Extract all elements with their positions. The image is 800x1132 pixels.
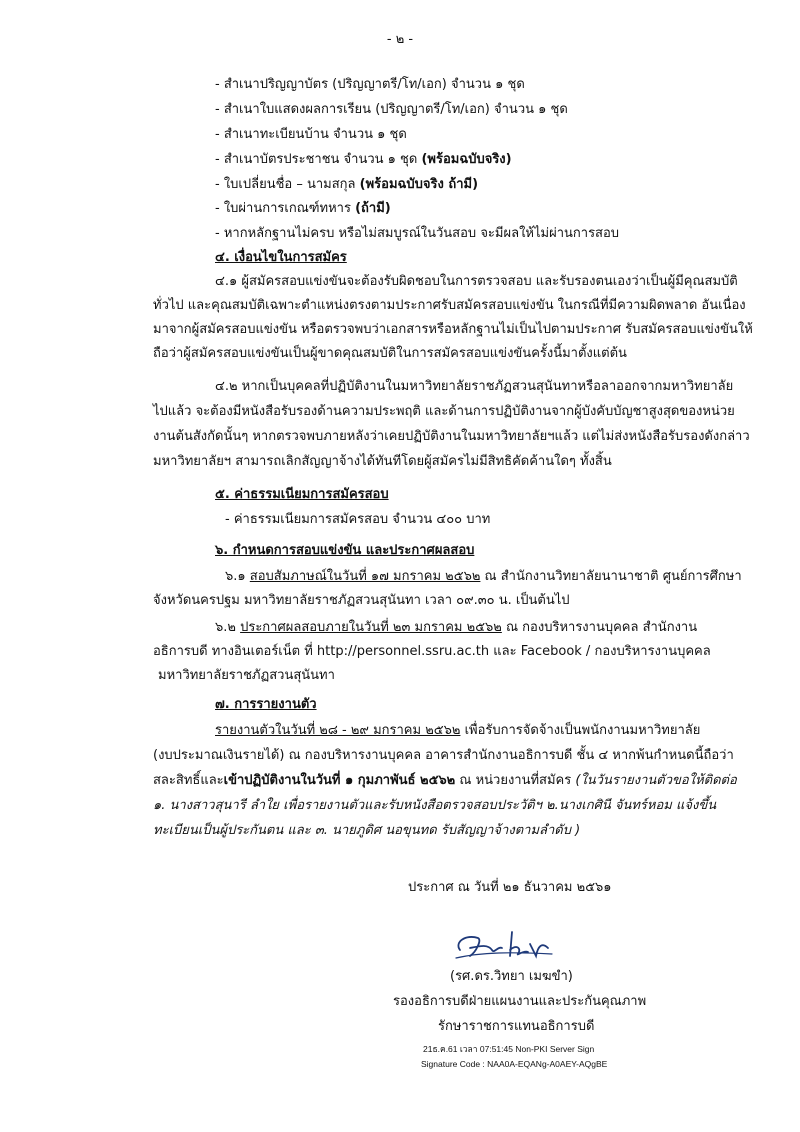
signer-position: รองอธิการบดีฝ่ายแผนงานและประกันคุณภาพ [393,994,647,1009]
section-6-2-line2: อธิการบดี ทางอินเตอร์เน็ต ที่ http://personnel.ssru.ac.th และ Facebook / กองบริหารงานบุคคล [153,644,711,659]
doc-item-name-change-note: (พร้อมฉบับจริง ถ้ามี) [359,177,479,192]
section-7-unit: ณ หน่วยงานที่สมัคร [455,773,576,788]
doc-item-military-text: - ใบผ่านการเกณฑ์ทหาร [215,201,351,216]
signer-acting-position: รักษาราชการแทนอธิการบดี [438,1019,595,1034]
section-4-heading: ๔. เงื่อนไขในการสมัคร [215,250,347,265]
section-4-1-line: ถือว่าผู้สมัครสอบแข่งขันเป็นผู้ขาดคุณสมบัติในการสมัครสอบแข่งขันครั้งนี้มาตั้งแต่ต้น [153,346,627,361]
doc-item-transcript: - สำเนาใบแสดงผลการเรียน (ปริญญาตรี/โท/เอก) จำนวน ๑ ชุด [215,102,568,117]
section-4-1-line: ๔.๑ ผู้สมัครสอบแข่งขันจะต้องรับผิดชอบในการตรวจสอบ และรับรองตนเองว่าเป็นผู้มีคุณสมบัติ [215,274,738,289]
doc-item-house-registration: - สำเนาทะเบียนบ้าน จำนวน ๑ ชุด [215,127,407,142]
section-6-1-location: ณ สำนักงานวิทยาลัยนานาชาติ ศูนย์การศึกษา [480,569,742,584]
section-6-2-line3: มหาวิทยาลัยราชภัฏสวนสุนันทา [158,668,335,683]
signature-code: Signature Code : NAA0A-EQANg-A0AEY-AQgBE [421,1059,608,1069]
section-4-1-line: ทั่วไป และคุณสมบัติเฉพาะตำแหน่งตรงตามประกาศรับสมัครสอบแข่งขัน ในกรณีที่มีความผิดพลาด อันเนื่อง [153,298,746,313]
section-7-line2: (งบประมาณเงินรายได้) ณ กองบริหารงานบุคคล อาคารสำนักงานอธิการบดี ชั้น ๔ หากพ้นกำหนดนี้ถือว่า [153,748,734,763]
doc-item-degree: - สำเนาปริญญาบัตร (ปริญญาตรี/โท/เอก) จำนวน ๑ ชุด [215,77,525,92]
result-announce-date: ประกาศผลสอบภายในวันที่ ๒๓ มกราคม ๒๕๖๒ [240,620,502,635]
doc-item-id-card-text: - สำเนาบัตรประชาชน จำนวน ๑ ชุด [215,152,418,167]
section-4-2-line: ไปแล้ว จะต้องมีหนังสือรับรองด้านความประพฤติ และด้านการปฏิบัติงานจากผู้บังคับบัญชาสูงสุดของหน่วย [153,404,735,419]
report-date: รายงานตัวในวันที่ ๒๘ - ๒๙ มกราคม ๒๕๖๒ [215,723,461,738]
doc-item-military [215,200,391,218]
doc-item-name-change [215,176,478,194]
doc-item-military-note: (ถ้ามี) [355,201,391,216]
section-4-2-line: งานต้นสังกัดนั้นๆ หากตรวจพบภายหลังว่าเคยปฏิบัติงานในมหาวิทยาลัยฯแล้ว แต่ไม่ส่งหนังสือรับรองดังกล่าว [153,429,750,444]
doc-item-id-card [215,151,512,169]
section-4-1-line: มาจากผู้สมัครสอบแข่งขัน หรือตรวจพบว่าเอกสารหรือหลักฐานไม่เป็นไปตามประกาศ รับสมัครสอบแข่งขันให้ [153,322,753,337]
section-5-fee: - ค่าธรรมเนียมการสมัครสอบ จำนวน ๔๐๐ บาท [225,512,491,527]
section-7-line3 [153,772,737,790]
section-7-contact-note: (ในวันรายงานตัวขอให้ติดต่อ [575,773,737,788]
section-6-1-line2: จังหวัดนครปฐม มหาวิทยาลัยราชภัฏสวนสุนันทา เวลา ๐๙.๓๐ น. เป็นต้นไป [153,593,570,608]
section-6-heading: ๖. กำหนดการสอบแข่งขัน และประกาศผลสอบ [215,543,475,558]
announce-date: ประกาศ ณ วันที่ ๒๑ ธันวาคม ๒๕๖๑ [408,880,612,895]
interview-date: สอบสัมภาษณ์ในวันที่ ๑๗ มกราคม ๒๕๖๒ [249,569,481,584]
section-7-heading: ๗. การรายงานตัว [215,697,317,712]
doc-item-id-card-note: (พร้อมฉบับจริง) [421,152,512,167]
section-6-2-line [215,619,697,637]
section-4-2-line: ๔.๒ หากเป็นบุคคลที่ปฏิบัติงานในมหาวิทยาลัยราชภัฏสวนสุนันทาหรือลาออกจากมหาวิทยาลัย [215,379,734,394]
doc-item-incomplete-warning: - หากหลักฐานไม่ครบ หรือไม่สมบูรณ์ในวันสอบ จะมีผลให้ไม่ผ่านการสอบ [215,226,620,241]
signer-name: (รศ.ดร.วิทยา เมฆขำ) [450,969,573,984]
doc-item-name-change-text: - ใบเปลี่ยนชื่อ – นามสกุล [215,177,356,192]
section-7-waive: สละสิทธิ์และ [153,773,224,788]
section-7-line1 [215,722,700,740]
section-6-1-line [225,568,742,586]
section-6-2-number: ๖.๒ [215,620,241,635]
section-6-2-location: ณ กองบริหารงานบุคคล สำนักงาน [501,620,698,635]
section-4-2-line: มหาวิทยาลัยฯ สามารถเลิกสัญญาจ้างได้ทันทีโดยผู้สมัครไม่มีสิทธิคัดค้านใดๆ ทั้งสิ้น [153,454,612,469]
section-7-line4: ๑. นางสาวสุนารี ลำใย เพื่อรายงานตัวและรับหนังสือตรวจสอบประวัติฯ ๒.นางเกศินี จันทร์หอม แจ้งขึ้น [153,798,717,813]
start-work-date: เข้าปฏิบัติงานในวันที่ ๑ กุมภาพันธ์ ๒๕๖๒ [223,773,456,788]
digital-sign-stamp: 21ธ.ค.61 เวลา 07:51:45 Non-PKI Server Sign [423,1044,595,1054]
page-number: - ๒ - [386,32,414,47]
section-6-1-number: ๖.๑ [225,569,250,584]
signature-image [452,922,562,964]
section-7-line5: ทะเบียนเป็นผู้ประกันตน และ ๓. นายภูดิศ นอขุนทด รับสัญญาจ้างตามลำดับ ) [153,823,581,838]
section-7-purpose: เพื่อรับการจัดจ้างเป็นพนักงานมหาวิทยาลัย [460,723,701,738]
section-5-heading: ๕. ค่าธรรมเนียมการสมัครสอบ [215,487,389,502]
